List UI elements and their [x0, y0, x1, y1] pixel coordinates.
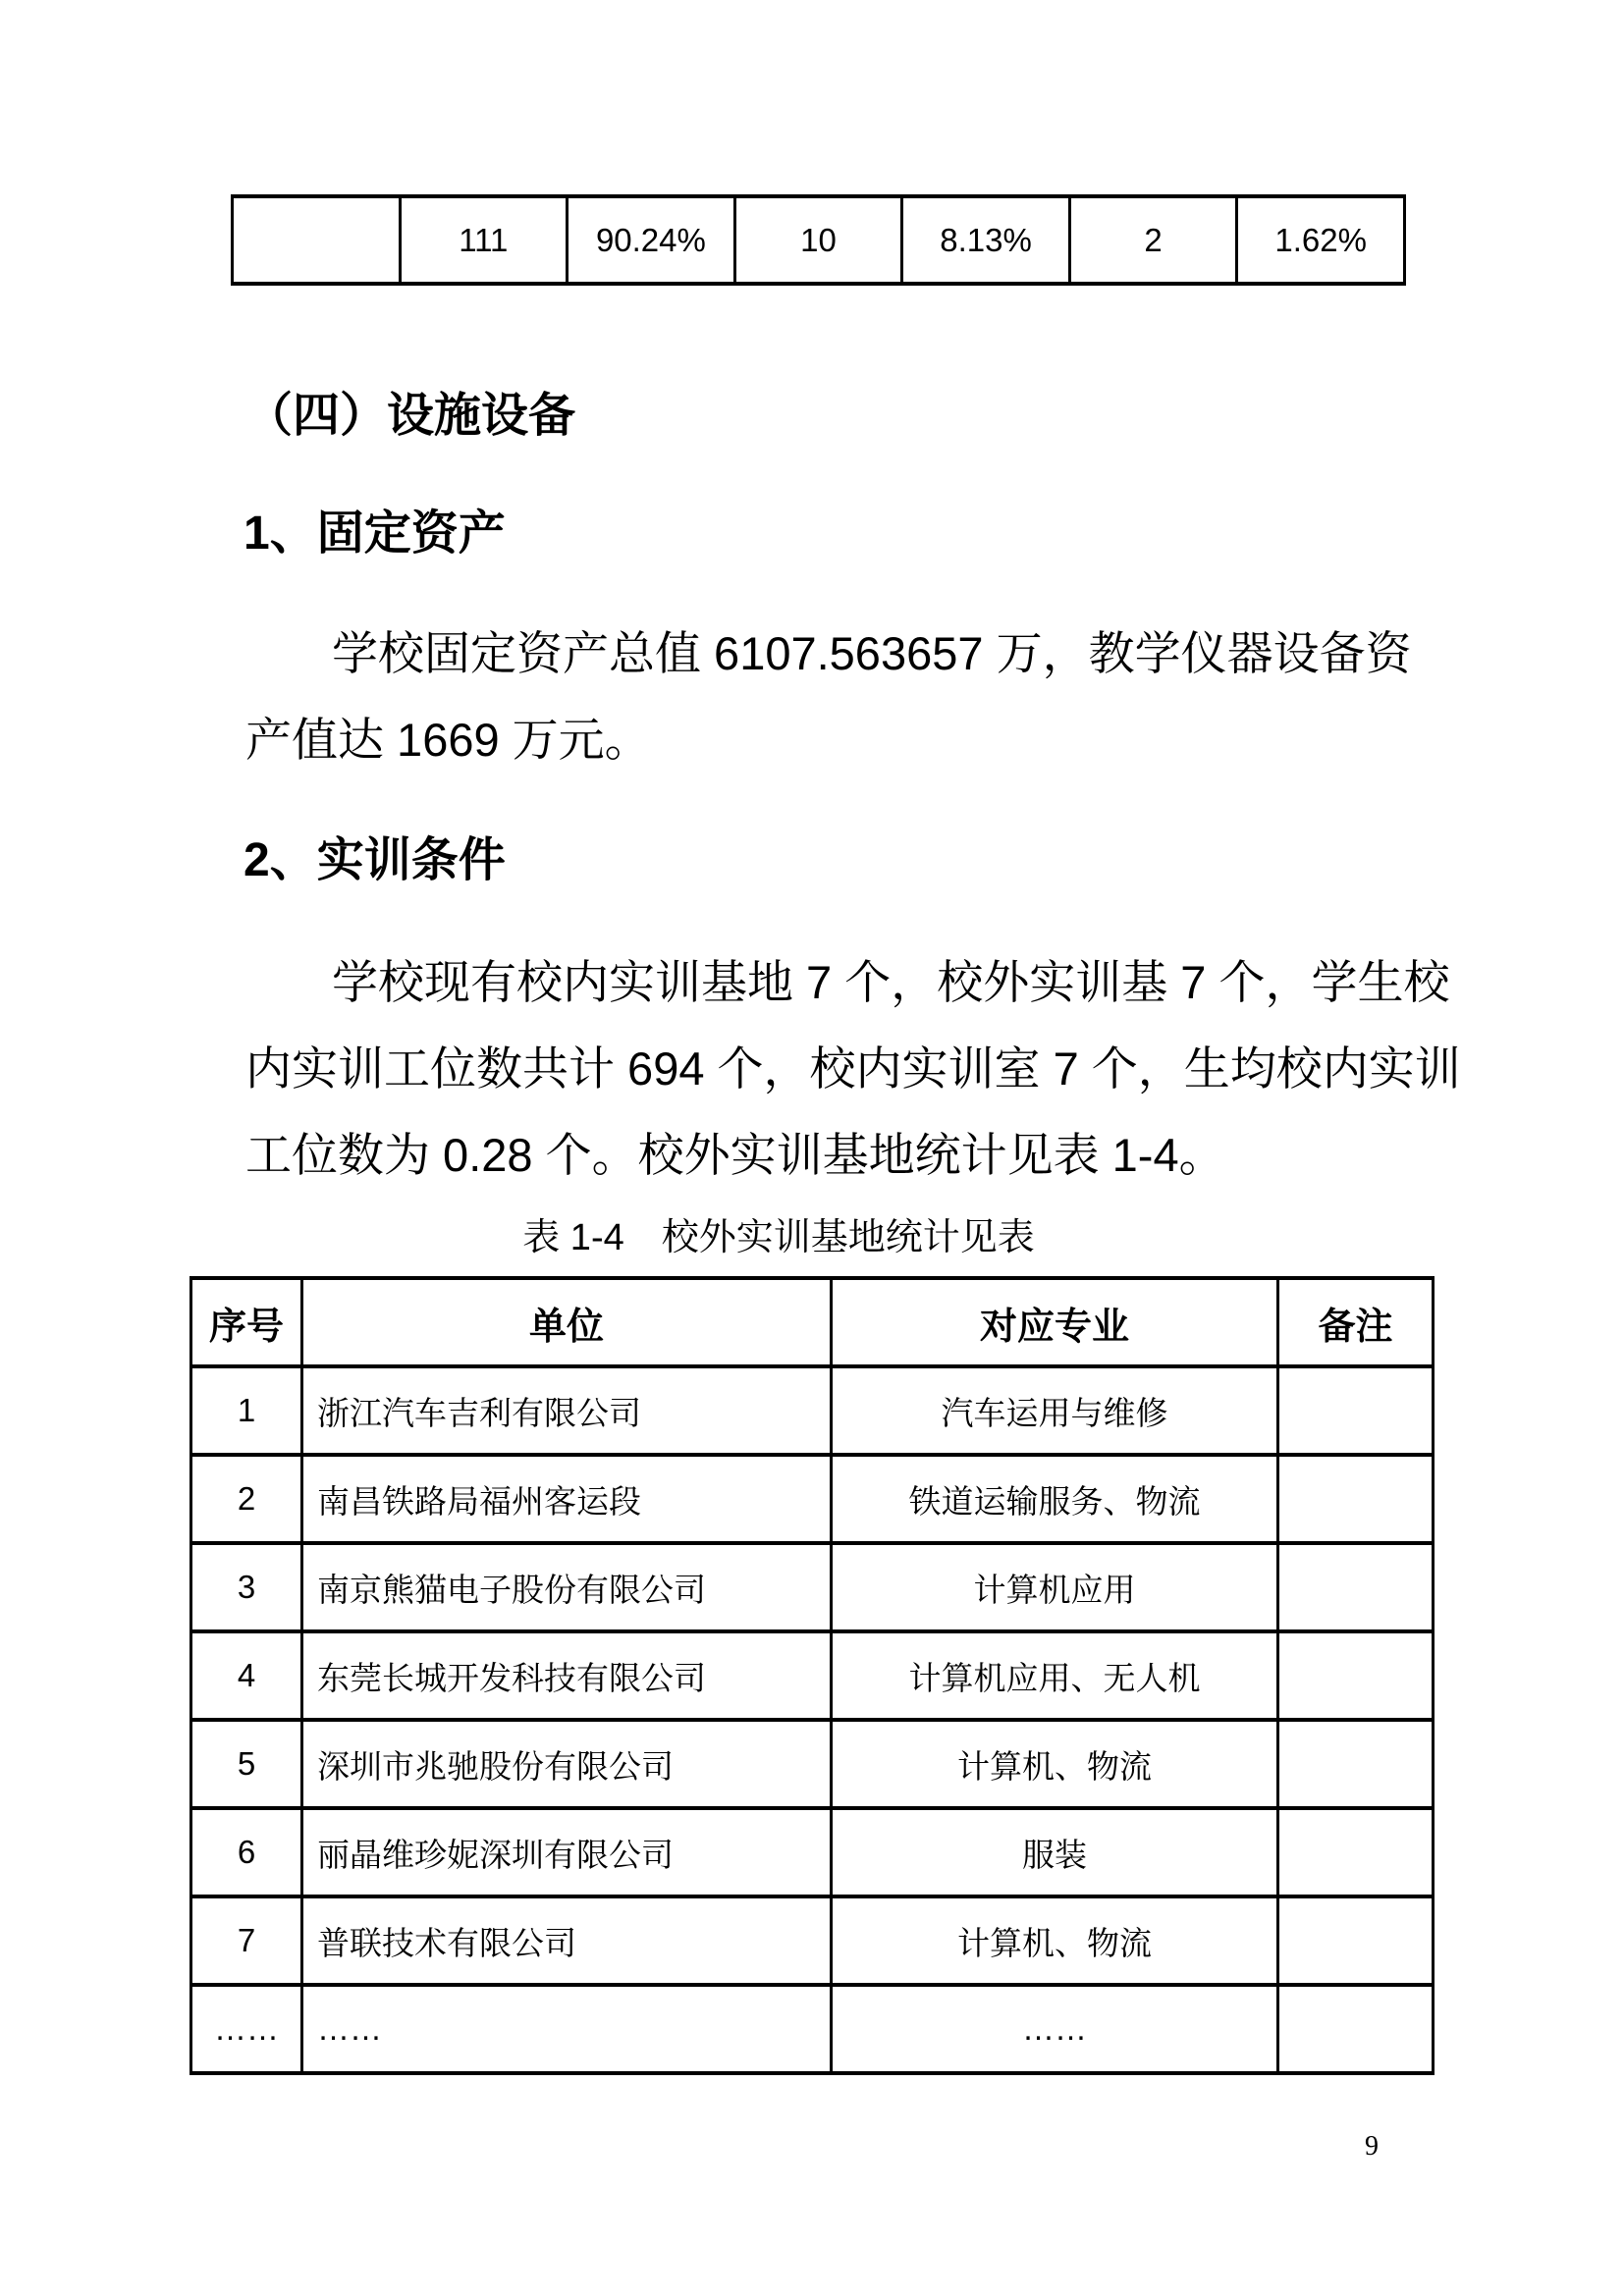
- table-cell: 2: [1069, 196, 1237, 284]
- table-cell: [1278, 1808, 1434, 1896]
- table-cell: [233, 196, 401, 284]
- text-line: 学校现有校内实训基地 7 个，校外实训基 7 个，学生校: [332, 956, 1450, 1008]
- table-cell: 汽车运用与维修: [832, 1366, 1278, 1455]
- table-cell: 浙江汽车吉利有限公司: [302, 1366, 832, 1455]
- table-cell: 6: [191, 1808, 302, 1896]
- text-line: 内实训工位数共计 694 个，校内实训室 7 个，生均校内实训: [245, 1042, 1461, 1095]
- table-cell: 4: [191, 1631, 302, 1720]
- section-heading: （四）设施设备: [245, 390, 576, 442]
- table-cell: [1278, 1631, 1434, 1720]
- table-caption: 表 1-4 校外实训基地统计见表: [522, 1217, 1035, 1258]
- table-cell: [1278, 1896, 1434, 1985]
- table-row: [191, 1985, 1434, 2073]
- page-number: 9: [1365, 2131, 1379, 2162]
- table-cell: [1278, 1543, 1434, 1631]
- table-cell: 东莞长城开发科技有限公司: [302, 1631, 832, 1720]
- paragraph-fixed-assets: [245, 611, 1414, 783]
- table-cell: [1278, 1985, 1434, 2073]
- table-cell: 服装: [832, 1808, 1278, 1896]
- table-cell: 8.13%: [902, 196, 1070, 284]
- table-cell: 深圳市兆驰股份有限公司: [302, 1720, 832, 1808]
- table-row: [191, 1720, 1434, 1808]
- table-cell: 1: [191, 1366, 302, 1455]
- column-header: 备注: [1278, 1278, 1434, 1366]
- table-cell: ……: [302, 1985, 832, 2073]
- table-cell: 7: [191, 1896, 302, 1985]
- table-cell: 计算机、物流: [832, 1896, 1278, 1985]
- text-line: 产值达 1669 万元。: [245, 714, 651, 766]
- table-cell: 普联技术有限公司: [302, 1896, 832, 1985]
- table-cell: 铁道运输服务、物流: [832, 1455, 1278, 1543]
- column-header: 单位: [302, 1278, 832, 1366]
- table-cell: [1278, 1720, 1434, 1808]
- table-cell: 3: [191, 1543, 302, 1631]
- table-row: [191, 1808, 1434, 1896]
- summary-table: [231, 194, 1406, 286]
- paragraph-training-conditions: [245, 939, 1461, 1199]
- table-cell: ……: [191, 1985, 302, 2073]
- training-base-table: [189, 1276, 1435, 2075]
- table-row: [191, 1543, 1434, 1631]
- table-cell: ……: [832, 1985, 1278, 2073]
- table-cell: 2: [191, 1455, 302, 1543]
- table-row: [191, 1455, 1434, 1543]
- table-cell: [1278, 1366, 1434, 1455]
- column-header: 序号: [191, 1278, 302, 1366]
- table-cell: 1.62%: [1237, 196, 1405, 284]
- table-cell: 111: [400, 196, 568, 284]
- table-row: [191, 1366, 1434, 1455]
- table-row: [233, 196, 1405, 284]
- table-cell: 计算机应用: [832, 1543, 1278, 1631]
- text-line: 学校固定资产总值 6107.563657 万，教学仪器设备资: [332, 627, 1412, 679]
- text-line: 工位数为 0.28 个。校外实训基地统计见表 1-4。: [245, 1129, 1225, 1181]
- table-cell: [1278, 1455, 1434, 1543]
- table-cell: 丽晶维珍妮深圳有限公司: [302, 1808, 832, 1896]
- table-cell: 南京熊猫电子股份有限公司: [302, 1543, 832, 1631]
- table-header-row: [191, 1278, 1434, 1366]
- table-cell: 10: [734, 196, 902, 284]
- table-cell: 计算机、物流: [832, 1720, 1278, 1808]
- subsection-heading-fixed-assets: 1、固定资产: [244, 507, 506, 560]
- subsection-heading-training-conditions: 2、实训条件: [244, 834, 506, 886]
- table-cell: 90.24%: [568, 196, 735, 284]
- table-row: [191, 1631, 1434, 1720]
- column-header: 对应专业: [832, 1278, 1278, 1366]
- table-cell: 5: [191, 1720, 302, 1808]
- table-row: [191, 1896, 1434, 1985]
- table-cell: 南昌铁路局福州客运段: [302, 1455, 832, 1543]
- table-cell: 计算机应用、无人机: [832, 1631, 1278, 1720]
